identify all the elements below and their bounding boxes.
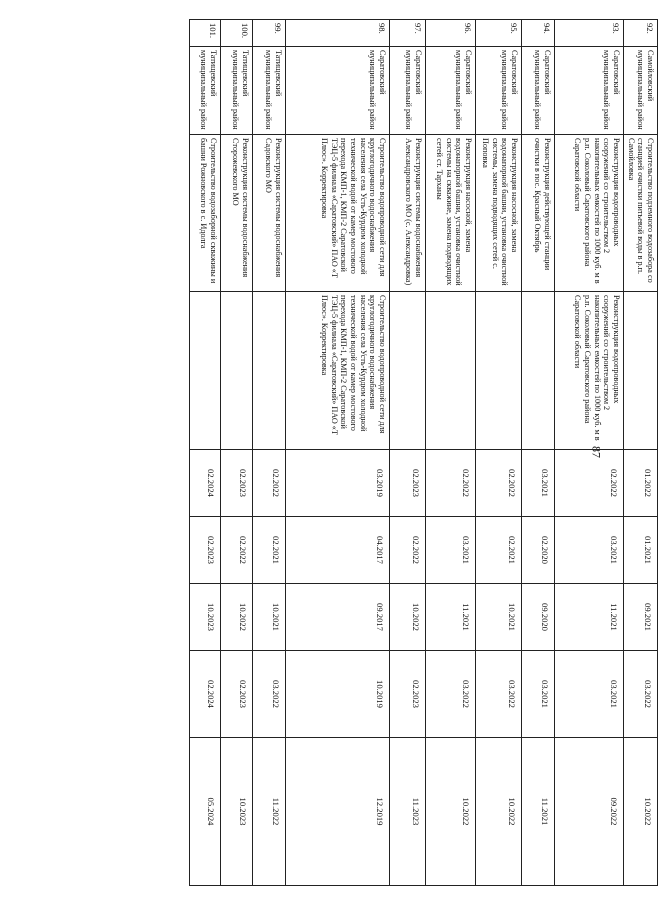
date-cell-2: 02.2023 bbox=[189, 517, 220, 584]
table-row bbox=[425, 20, 475, 886]
date-cell-5: 12.2019 bbox=[285, 738, 389, 886]
object-name-cell: Строительство водопроводной сети для круглогодичного водоснабжения населения села Усть-Курдюм холодной технической водой от камер мостового перехода КМП-1, КМП-2 Саратовской ТЭЦ-5 филиала «Саратовский» ПАО «Т Плюс». Корректировка bbox=[285, 135, 389, 292]
district-cell: Саратовский муниципальный район bbox=[554, 47, 623, 135]
row-number: 96. bbox=[425, 20, 475, 47]
date-cell-1: 02.2023 bbox=[220, 450, 252, 517]
table-body bbox=[189, 20, 657, 886]
object-name-cell: Реконструкция системы водоснабжения Александровского МО (с. Александровка) bbox=[389, 135, 425, 292]
table-row bbox=[252, 20, 285, 886]
district-cell: Саратовский муниципальный район bbox=[425, 47, 475, 135]
date-cell-5: 10.2022 bbox=[475, 738, 521, 886]
district-cell: Саратовский муниципальный район bbox=[389, 47, 425, 135]
date-cell-1: 02.2022 bbox=[554, 450, 623, 517]
district-cell: Самойловский муниципальный район bbox=[623, 47, 657, 135]
date-cell-3: 09.2021 bbox=[623, 584, 657, 651]
object-name-cell: Реконструкция насосной, замена водонапорной башни, установка очистной системы на скважине, замена подводящих сетей ст. Тарханы bbox=[425, 135, 475, 292]
district-cell: Саратовский муниципальный район bbox=[521, 47, 554, 135]
table-row bbox=[623, 20, 657, 886]
works-description-cell bbox=[389, 292, 425, 450]
works-description-cell bbox=[623, 292, 657, 450]
row-number: 94. bbox=[521, 20, 554, 47]
date-cell-3: 11.2021 bbox=[554, 584, 623, 651]
row-number: 95. bbox=[475, 20, 521, 47]
date-cell-5: 11.2021 bbox=[521, 738, 554, 886]
table-row bbox=[189, 20, 220, 886]
date-cell-4: 03.2022 bbox=[623, 651, 657, 738]
table-row bbox=[521, 20, 554, 886]
date-cell-2: 02.2020 bbox=[521, 517, 554, 584]
date-cell-3: 09.2020 bbox=[521, 584, 554, 651]
object-name-cell: Реконструкция системы водоснабжения Сторожевского МО bbox=[220, 135, 252, 292]
row-number: 97. bbox=[389, 20, 425, 47]
district-cell: Татищевский муниципальный район bbox=[252, 47, 285, 135]
date-cell-4: 03.2021 bbox=[554, 651, 623, 738]
row-number: 100. bbox=[220, 20, 252, 47]
date-cell-3: 10.2023 bbox=[189, 584, 220, 651]
object-name-cell: Реконструкция насосной, замена водонапорной башни, установка очистной системы, замена подводящих сетей с. Поповка bbox=[475, 135, 521, 292]
row-number: 99. bbox=[252, 20, 285, 47]
row-number: 98. bbox=[285, 20, 389, 47]
date-cell-3: 10.2022 bbox=[220, 584, 252, 651]
date-cell-2: 02.2022 bbox=[220, 517, 252, 584]
date-cell-4: 02.2023 bbox=[220, 651, 252, 738]
works-description-cell bbox=[220, 292, 252, 450]
date-cell-5: 11.2022 bbox=[252, 738, 285, 886]
date-cell-4: 03.2022 bbox=[425, 651, 475, 738]
data-table bbox=[189, 19, 658, 886]
date-cell-5: 10.2022 bbox=[425, 738, 475, 886]
table-row bbox=[554, 20, 623, 886]
date-cell-3: 11.2021 bbox=[425, 584, 475, 651]
date-cell-2: 01.2021 bbox=[623, 517, 657, 584]
page-number: 87 bbox=[589, 446, 604, 458]
table-row bbox=[285, 20, 389, 886]
date-cell-1: 02.2024 bbox=[189, 450, 220, 517]
row-number: 93. bbox=[554, 20, 623, 47]
date-cell-4: 02.2024 bbox=[189, 651, 220, 738]
date-cell-5: 10.2022 bbox=[623, 738, 657, 886]
object-name-cell: Строительство подземного водозабора со станцией очистки питьевой воды в р.п. Самойловка bbox=[623, 135, 657, 292]
date-cell-3: 10.2021 bbox=[252, 584, 285, 651]
date-cell-1: 03.2019 bbox=[285, 450, 389, 517]
works-description-cell bbox=[475, 292, 521, 450]
works-description-cell bbox=[252, 292, 285, 450]
date-cell-1: 02.2022 bbox=[425, 450, 475, 517]
works-description-cell: Реконструкция водопроводных сооружений со строительством 2 накопительных емкостей по 1000 куб. м в р.п. Соколовый Саратовского района Саратовской области bbox=[554, 292, 623, 450]
date-cell-2: 04.2017 bbox=[285, 517, 389, 584]
table-row bbox=[220, 20, 252, 886]
district-cell: Саратовский муниципальный район bbox=[285, 47, 389, 135]
date-cell-5: 11.2023 bbox=[389, 738, 425, 886]
table-row bbox=[475, 20, 521, 886]
date-cell-4: 10.2019 bbox=[285, 651, 389, 738]
date-cell-1: 01.2022 bbox=[623, 450, 657, 517]
date-cell-2: 02.2021 bbox=[252, 517, 285, 584]
row-number: 101. bbox=[189, 20, 220, 47]
date-cell-5: 05.2024 bbox=[189, 738, 220, 886]
district-cell: Саратовский муниципальный район bbox=[475, 47, 521, 135]
date-cell-2: 02.2022 bbox=[389, 517, 425, 584]
date-cell-4: 03.2022 bbox=[252, 651, 285, 738]
date-cell-5: 10.2023 bbox=[220, 738, 252, 886]
table-row bbox=[389, 20, 425, 886]
date-cell-1: 02.2022 bbox=[475, 450, 521, 517]
object-name-cell: Реконструкция водопроводных сооружений со строительством 2 накопительных емкостей по 1000 куб. м в р.п. Соколовый Саратовского района Саратовской области bbox=[554, 135, 623, 292]
object-name-cell: Реконструкция действующей станции очистки в пос. Красный Октябрь bbox=[521, 135, 554, 292]
date-cell-2: 02.2021 bbox=[475, 517, 521, 584]
date-cell-4: 02.2023 bbox=[389, 651, 425, 738]
date-cell-3: 09.2017 bbox=[285, 584, 389, 651]
object-name-cell: Реконструкция системы водоснабжения Садовского МО bbox=[252, 135, 285, 292]
date-cell-4: 03.2021 bbox=[521, 651, 554, 738]
works-description-cell bbox=[189, 292, 220, 450]
district-cell: Татищевский муниципальный район bbox=[189, 47, 220, 135]
row-number: 92. bbox=[623, 20, 657, 47]
date-cell-1: 03.2021 bbox=[521, 450, 554, 517]
date-cell-5: 09.2022 bbox=[554, 738, 623, 886]
data-table-rotated bbox=[199, 19, 658, 885]
object-name-cell: Строительство водозаборной скважины и башни Рожновского в с. Идолга bbox=[189, 135, 220, 292]
district-cell: Татищевский муниципальный район bbox=[220, 47, 252, 135]
date-cell-1: 02.2022 bbox=[252, 450, 285, 517]
date-cell-2: 03.2021 bbox=[425, 517, 475, 584]
date-cell-3: 10.2021 bbox=[475, 584, 521, 651]
works-description-cell: Строительство водопроводной сети для круглогодичного водоснабжения населения села Усть-Курдюм холодной технической водой от камер мостового перехода КМП-1, КМП-2 Саратовской ТЭЦ-5 филиала «Саратовский» ПАО «Т Плюс». Корректировка bbox=[285, 292, 389, 450]
date-cell-2: 03.2021 bbox=[554, 517, 623, 584]
date-cell-1: 02.2023 bbox=[389, 450, 425, 517]
date-cell-3: 10.2022 bbox=[389, 584, 425, 651]
works-description-cell bbox=[425, 292, 475, 450]
works-description-cell bbox=[521, 292, 554, 450]
date-cell-4: 03.2022 bbox=[475, 651, 521, 738]
